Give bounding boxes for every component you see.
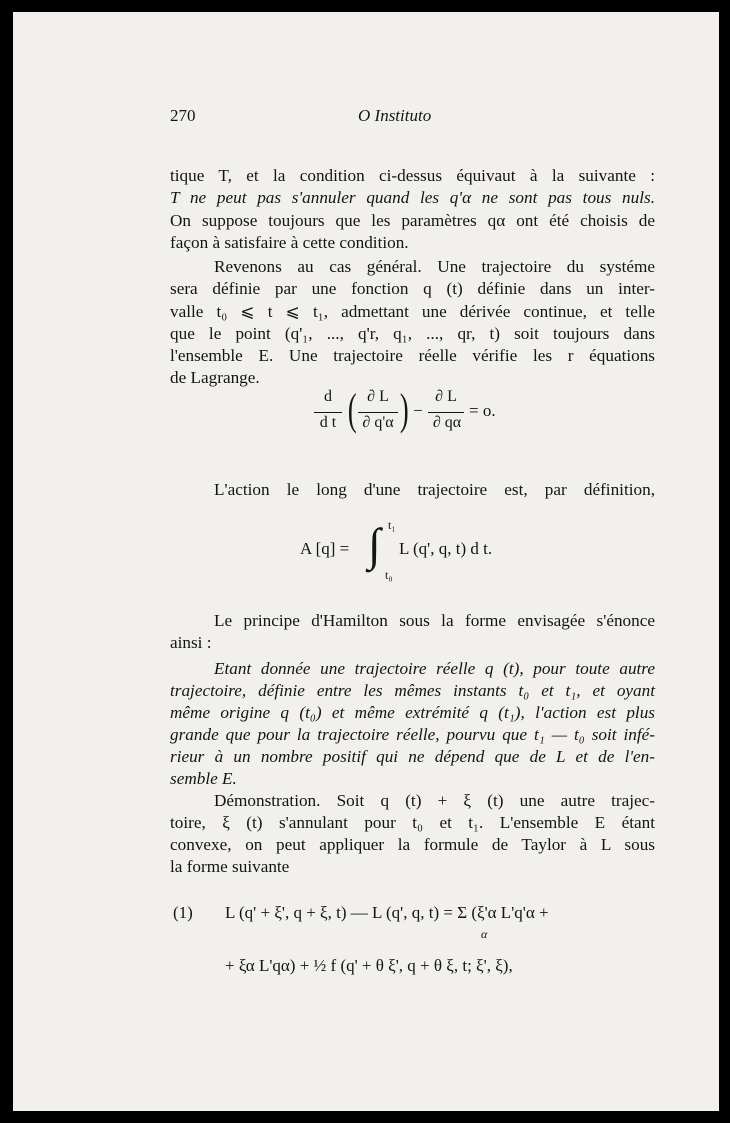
demo-line-1: Démonstration. Soit q (t) + ξ (t) une autre trajec- xyxy=(214,791,655,810)
eq-dt: d t xyxy=(319,414,337,431)
theorem-line-3: même origine q (t₀) et même extrémité q (t₁), l'action est plus xyxy=(170,703,655,722)
integrand: L (q', q, t) d t. xyxy=(399,539,493,558)
para3: L'action le long d'une trajectoire est, par définition, xyxy=(214,480,655,499)
para2-line-2: sera définie par une fonction q (t) définie dans un inter- xyxy=(170,279,655,298)
theorem-line-5: rieur à un nombre positif qui ne dépend que de L et de l'en- xyxy=(170,747,655,766)
eq-dq: ∂ qα xyxy=(432,414,462,431)
para1-line-2: T ne peut pas s'annuler quand les q'α ne sont pas tous nuls. xyxy=(170,188,655,207)
fraction-bar xyxy=(314,412,342,413)
theorem-line-2: trajectoire, définie entre les mêmes instants t₀ et t₁, et oyant xyxy=(170,681,655,700)
left-paren: ( xyxy=(347,385,357,434)
theorem-line-6: semble E. xyxy=(170,769,237,788)
integral-upper: t₁ xyxy=(388,518,396,532)
running-header: O Instituto xyxy=(358,106,432,125)
eq1-label: (1) xyxy=(173,903,193,922)
eq-minus: − xyxy=(413,401,423,420)
para1-line-4: façon à satisfaire à cette condition. xyxy=(170,233,409,252)
integral-sign: ∫ xyxy=(368,519,381,570)
page-number: 270 xyxy=(170,106,196,125)
theorem-line-1: Etant donnée une trajectoire réelle q (t), pour toute autre xyxy=(214,659,655,678)
para1-line-1: tique T, et la condition ci-dessus équivaut à la suivante : xyxy=(170,166,655,185)
eq1-line-1: L (q' + ξ', q + ξ, t) — L (q', q, t) = Σ (ξ'α L'q'α + xyxy=(225,903,549,922)
demo-line-2: toire, ξ (t) s'annulant pour t₀ et t₁. L'ensemble E étant xyxy=(170,813,655,832)
theorem-line-4: grande que pour la trajectoire réelle, pourvu que t₁ — t₀ soit infé- xyxy=(170,725,655,744)
integral-lower: t₀ xyxy=(385,568,393,582)
eq-dL: ∂ L xyxy=(367,388,389,405)
para2-line-4: que le point (q'₁, ..., q'r, q₁, ..., qr, t) soit toujours dans xyxy=(170,324,655,343)
eq1-line-2: + ξα L'qα) + ½ f (q' + θ ξ', q + θ ξ, t; ξ', ξ), xyxy=(225,956,513,975)
para1-line-3: On suppose toujours que les paramètres qα ont été choisis de xyxy=(170,211,655,230)
demo-line-4: la forme suivante xyxy=(170,857,290,876)
para2-line-6: de Lagrange. xyxy=(170,368,260,387)
para2-line-5: l'ensemble E. Une trajectoire réelle vérifie les r équations xyxy=(170,346,655,365)
fraction-bar xyxy=(428,412,464,413)
para2-line-1: Revenons au cas général. Une trajectoire du systéme xyxy=(214,257,655,276)
right-paren: ) xyxy=(399,385,409,434)
eq-dL2: ∂ L xyxy=(435,388,457,405)
eq1-sum-index: α xyxy=(481,927,488,941)
eq-equals-zero: = o. xyxy=(469,401,496,420)
page xyxy=(13,12,719,1111)
para4-line-2: ainsi : xyxy=(170,633,212,652)
eq-d: d xyxy=(324,388,332,405)
action-lhs: A [q] = xyxy=(300,539,350,558)
demo-line-3: convexe, on peut appliquer la formule de Taylor à L sous xyxy=(170,835,655,854)
fraction-bar xyxy=(358,412,398,413)
eq-dqprime: ∂ q'α xyxy=(362,414,394,431)
para4-line-1: Le principe d'Hamilton sous la forme envisagée s'énonce xyxy=(214,611,655,630)
para2-line-3: valle t₀ ⩽ t ⩽ t₁, admettant une dérivée continue, et telle xyxy=(170,302,655,321)
